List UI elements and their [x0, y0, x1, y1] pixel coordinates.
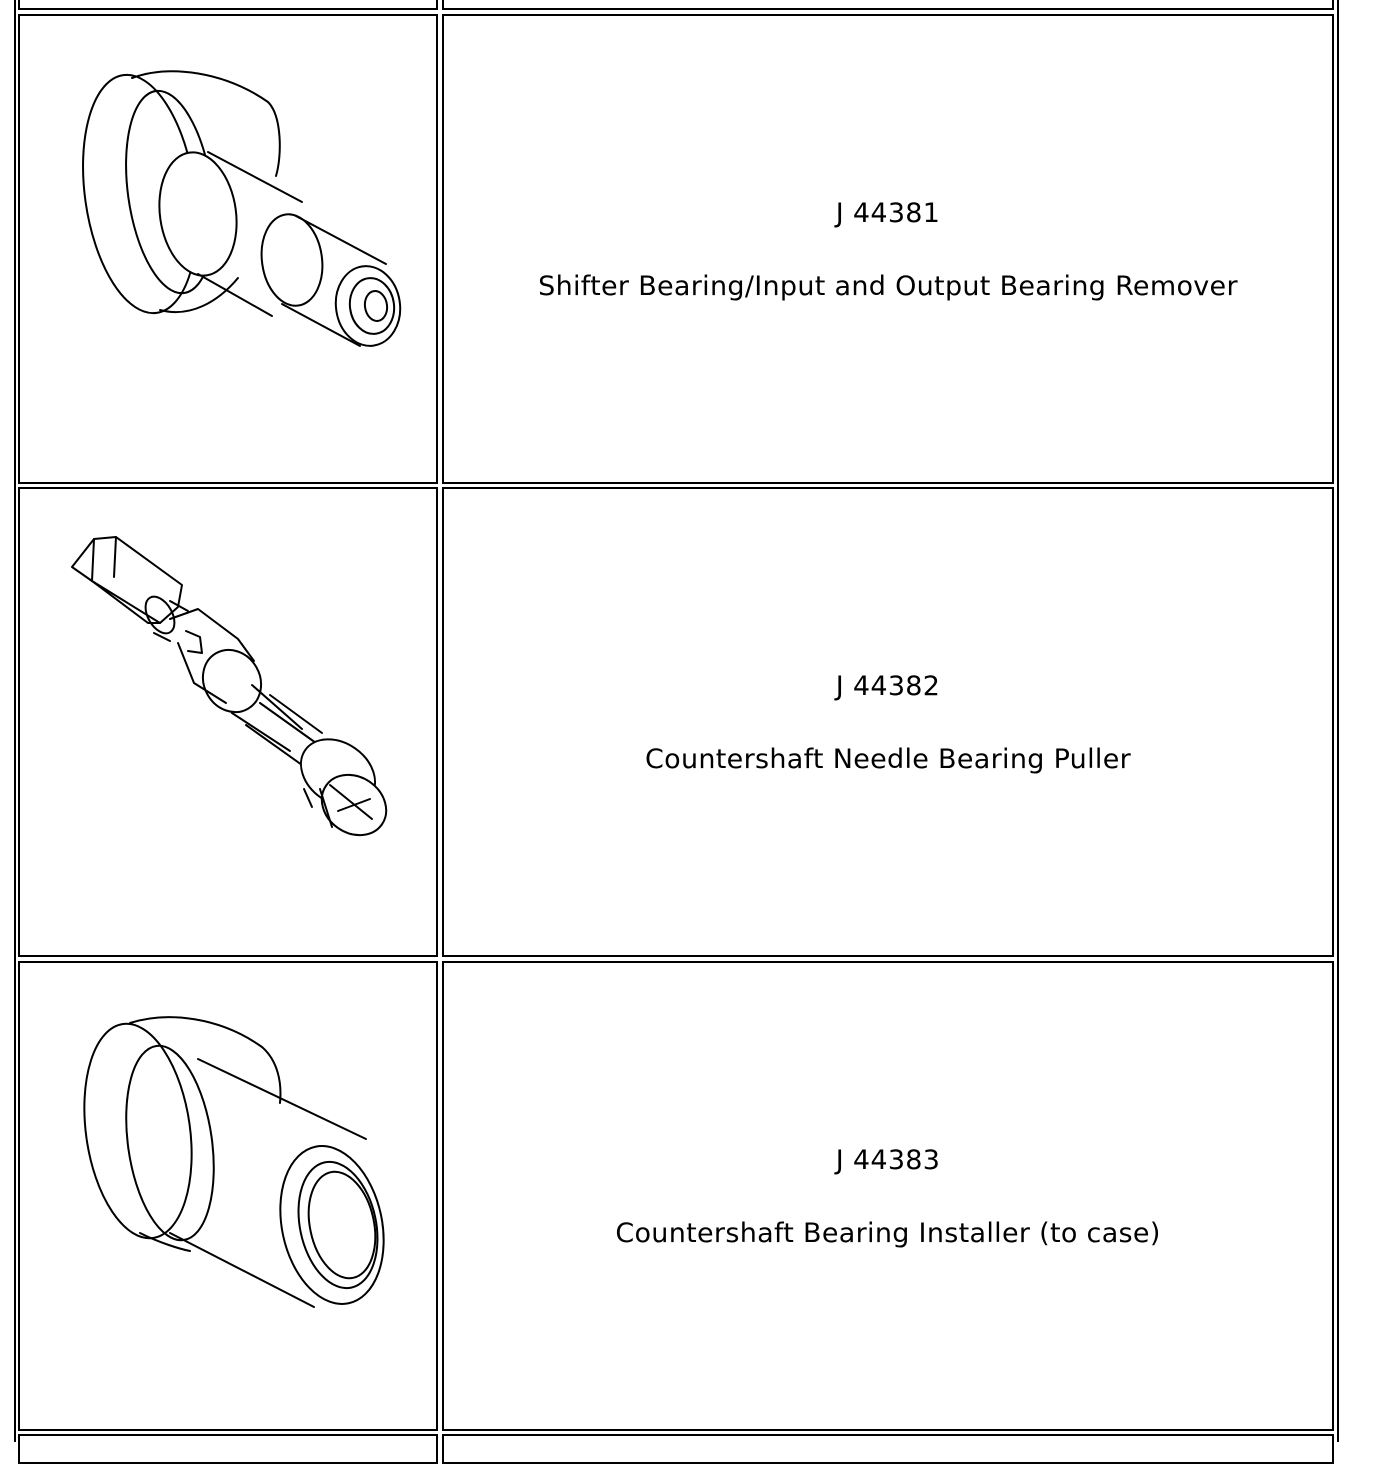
text-cell [442, 0, 1334, 10]
stepped-remover-icon [20, 16, 436, 482]
tool-description: Countershaft Needle Bearing Puller [644, 744, 1132, 775]
text-cell [442, 487, 1334, 957]
tool-number: J 44381 [835, 198, 941, 229]
tool-number: J 44382 [835, 671, 941, 702]
text-cell [442, 1434, 1334, 1464]
table-border-left [14, 0, 16, 1442]
tool-description: Shifter Bearing/Input and Output Bearing Remover [538, 271, 1238, 302]
image-cell [18, 0, 438, 10]
table-border-right [1337, 0, 1339, 1442]
tool-number: J 44383 [835, 1145, 941, 1176]
image-cell [18, 14, 438, 484]
text-cell [442, 14, 1334, 484]
bearing-installer-icon [20, 963, 436, 1429]
image-cell [18, 487, 438, 957]
image-cell [18, 961, 438, 1431]
image-cell [18, 1434, 438, 1464]
collet-puller-icon [20, 489, 436, 955]
tool-description: Countershaft Bearing Installer (to case) [615, 1218, 1161, 1249]
text-cell [442, 961, 1334, 1431]
